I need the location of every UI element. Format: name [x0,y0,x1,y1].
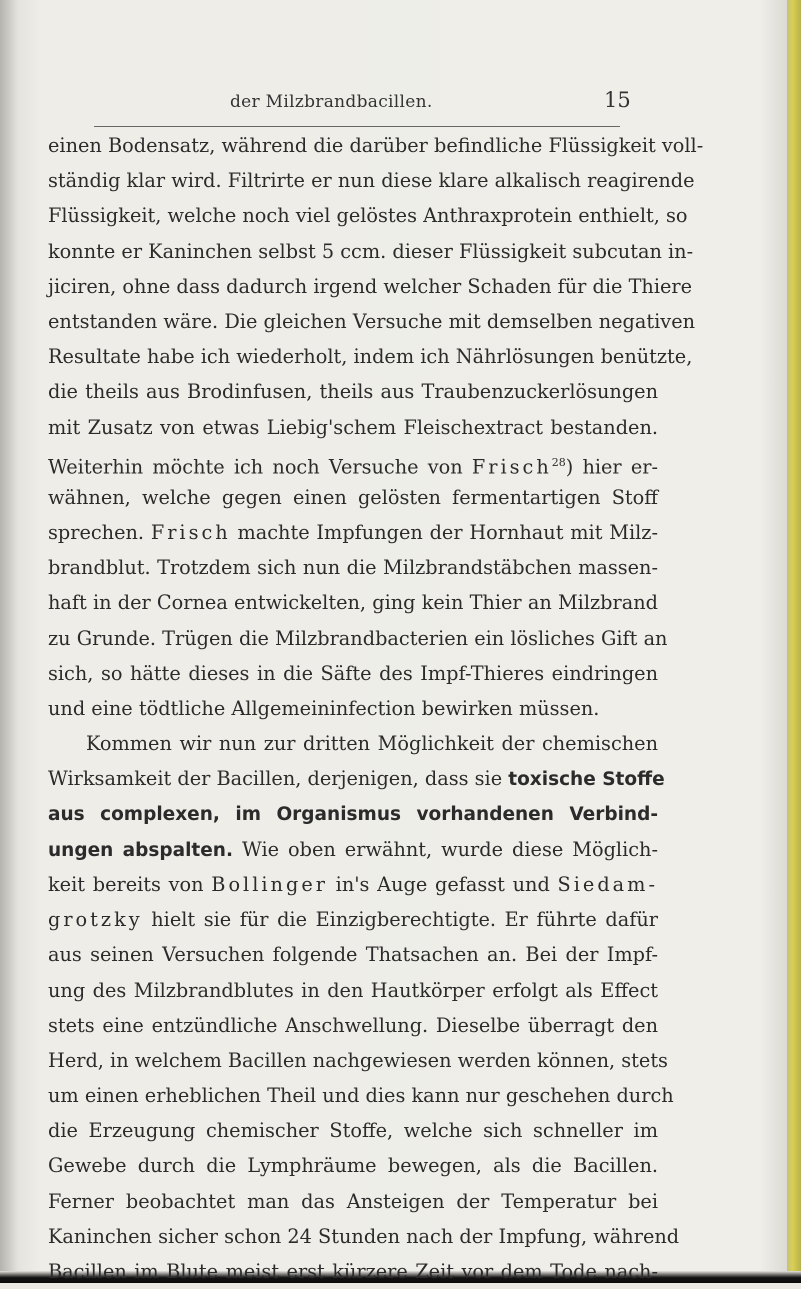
text-line: und eine tödtliche Allgemeininfection bewirken müssen. [48,697,600,720]
text-line [48,867,658,902]
running-head: der Milzbrandbacillen. [230,92,433,112]
text-segment: sprechen. [48,521,145,545]
text-segment: in's Auge gefasst und [335,872,550,896]
emphasis-line: aus complexen, im Organismus vorhandenen Verbind- [48,803,658,825]
gutter-shadow [0,0,18,1283]
text-line: zu Grunde. Trügen die Milzbrandbacterien ein lösliches Gift an [48,626,668,650]
header-rule [94,126,620,127]
author-name: Bollinger [211,872,328,896]
emphasis-text: ungen abspalten. [48,839,233,861]
text-segment: machte Impfungen der Hornhaut mit Milz- [237,521,658,545]
text-segment: ) hier er- [565,455,658,479]
text-line: ständig klar wird. Filtrirte er nun diese klare alkalisch reagirende [48,169,695,193]
text-line: aus seinen Versuchen folgende Thatsachen an. Bei der Impf- [48,943,658,967]
text-segment: Wirksamkeit der Bacillen, derjenigen, dass sie [48,767,503,791]
author-name: Siedam- [557,872,658,896]
page-number: 15 [604,88,631,112]
text-line: Bacillen im Blute meist erst kürzere Zeit vor dem Tode nach- [48,1260,658,1283]
text-segment: keit bereits von [48,872,204,896]
author-name: Frisch [150,521,231,545]
text-segment: hielt sie für die Einzigberechtigte. Er führte dafür [151,908,658,932]
text-line [48,445,658,480]
text-line: Ferner beobachtet man das Ansteigen der Temperatur bei [48,1189,658,1213]
text-segment: Weiterhin möchte ich noch Versuche von [48,455,463,479]
text-line: mit Zusatz von etwas Liebig'schem Fleischextract bestanden. [48,415,658,439]
text-line: Herd, in welchem Bacillen nachgewiesen werden können, stets [48,1048,668,1072]
text-line: Flüssigkeit, welche noch viel gelöstes Anthraxprotein enthielt, so [48,204,688,228]
text-line: brandblut. Trotzdem sich nun die Milzbrandstäbchen massen- [48,556,658,580]
text-line: Kommen wir nun zur dritten Möglichkeit der chemischen [86,732,658,756]
text-line: entstanden wäre. Die gleichen Versuche mit demselben negativen [48,309,696,333]
emphasis-text: toxische Stoffe [508,769,665,791]
text-line: konnte er Kaninchen selbst 5 ccm. dieser Flüssigkeit subcutan in- [48,239,694,263]
text-line [48,902,658,937]
text-line: Resultate habe ich wiederholt, indem ich Nährlösungen benützte, [48,345,693,369]
text-line: Kaninchen sicher schon 24 Stunden nach der Impfung, während [48,1224,680,1248]
text-line: sich, so hätte dieses in die Säfte des Impf-Thieres eindringen [48,661,658,685]
body-text [48,128,704,1289]
text-line: jiciren, ohne dass dadurch irgend welcher Schaden für die Thiere [48,274,693,298]
text-line: haft in der Cornea entwickelten, ging kein Thier an Milzbrand [48,591,658,615]
page-edge-right [787,0,801,1283]
text-line [48,761,665,796]
text-line: die theils aus Brodinfusen, theils aus Traubenzuckerlösungen [48,380,658,404]
author-name: Frisch [471,455,552,479]
text-line: wähnen, welche gegen einen gelösten fermentartigen Stoff [48,485,658,509]
text-line: ung des Milzbrandblutes in den Hautkörper erfolgt als Effect [48,978,658,1002]
text-segment: Wie oben erwähnt, wurde diese Möglich- [242,837,658,861]
text-line [48,832,658,867]
text-line: die Erzeugung chemischer Stoffe, welche sich schneller im [48,1119,658,1143]
reference-number: 28 [551,455,566,469]
text-line [48,515,658,550]
page-header [0,88,801,118]
author-name: grotzky [48,908,143,932]
text-line: einen Bodensatz, während die darüber befindliche Flüssigkeit voll- [48,134,704,157]
text-line: stets eine entzündliche Anschwellung. Dieselbe überragt den [48,1013,658,1037]
text-line: um einen erheblichen Theil und dies kann nur geschehen durch [48,1084,674,1108]
text-line: Gewebe durch die Lymphräume bewegen, als die Bacillen. [48,1154,658,1178]
